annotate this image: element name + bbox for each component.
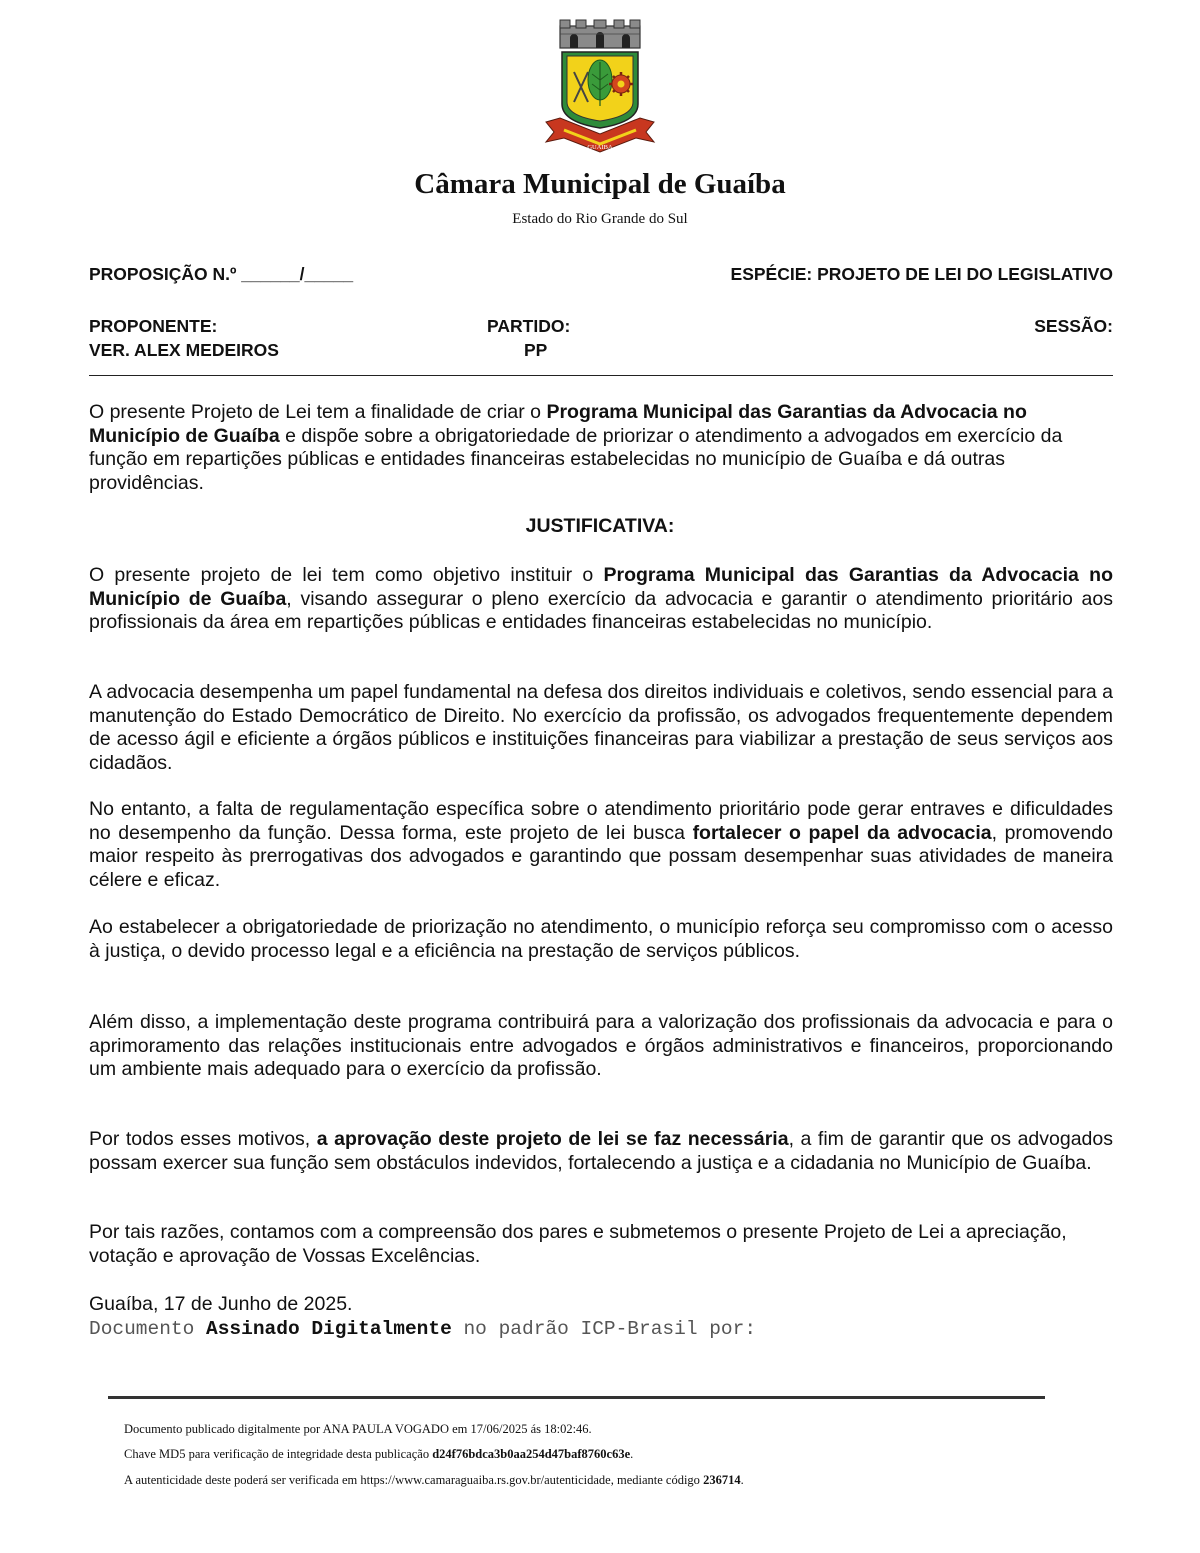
shield-icon [562,52,638,128]
crown-icon [560,20,640,48]
digital-signature-line: Documento Assinado Digitalmente no padrão ICP-Brasil por: [89,1318,757,1340]
justification-paragraph-5: Além disso, a implementação deste programa contribuirá para a valorização dos profissionais da advocacia e para o aprimoramento das relações institucionais entre advogados e órgãos administrativos e financeiros, proporcionando um ambiente mais adequado para o exercício da profissão. [89,1011,1113,1080]
justification-paragraph-2: A advocacia desempenha um papel fundamental na defesa dos direitos individuais e coletivos, sendo essencial para a manutenção do Estado Democrático de Direito. No exercício da profissão, os advogados frequentemente dependem de acesso ágil e eficiente a órgãos públicos e instituições financeiras para viabilizar a prestação de seus serviços aos cidadãos. [89,681,1113,774]
party-value: PP [524,340,548,360]
justification-paragraph-1: O presente projeto de lei tem como objetivo instituir o Programa Municipal das Garantias da Advocacia no Município de Guaíba, visando assegurar o pleno exercício da advocacia e garantir o atendimento prioritário aos profissionais da área em repartições públicas e entidades financeiras estabelecidas no município. [89,564,1113,633]
institution-title: Câmara Municipal de Guaíba [414,168,786,200]
footer-authenticity-line: A autenticidade deste poderá ser verificada em https://www.camaraguaiba.rs.gov.br/autenticidade, mediante código 236714. [124,1473,744,1487]
crest-motto: GUAIBA [587,144,613,151]
proponent-value: VER. ALEX MEDEIROS [89,340,279,360]
justification-paragraph-7: Por tais razões, contamos com a compreensão dos pares e submetemos o presente Projeto de Lei a apreciação, votação e aprovação de Vossas Excelências. [89,1221,1067,1267]
party-label: PARTIDO: [487,316,571,336]
footer-md5-line: Chave MD5 para verificação de integridade desta publicação d24f76bdca3b0aa254d47baf8760c63e. [124,1447,634,1461]
justification-paragraph-6: Por todos esses motivos, a aprovação deste projeto de lei se faz necessária, a fim de garantir que os advogados possam exercer sua função sem obstáculos indevidos, fortalecendo a justiça e a cidadania no Município de Guaíba. [89,1128,1113,1174]
species-label: ESPÉCIE: PROJETO DE LEI DO LEGISLATIVO [730,264,1113,284]
proponent-label: PROPONENTE: [89,316,218,336]
ementa-paragraph: O presente Projeto de Lei tem a finalidade de criar o Programa Municipal das Garantias da Advocacia no Município de Guaíba e dispõe sobre a obrigatoriedade de priorizar o atendimento a advogados em exercício da função em repartições públicas e entidades financeiras estabelecidas no município de Guaíba e dá outras providências. [89,401,1063,494]
justification-paragraph-4: Ao estabelecer a obrigatoriedade de priorização no atendimento, o município reforça seu compromisso com o acesso à justiça, o devido processo legal e a eficiência na prestação de serviços públicos. [89,916,1113,962]
footer-publication-line: Documento publicado digitalmente por ANA PAULA VOGADO em 17/06/2025 ás 18:02:46. [124,1422,592,1436]
state-subtitle: Estado do Rio Grande do Sul [512,211,688,227]
proposition-number: PROPOSIÇÃO N.º ______/_____ [89,264,354,284]
footer-divider [108,1396,1045,1399]
signature-date: Guaíba, 17 de Junho de 2025. [89,1293,353,1315]
session-label: SESSÃO: [1034,316,1113,336]
justification-paragraph-3: No entanto, a falta de regulamentação específica sobre o atendimento prioritário pode gerar entraves e dificuldades no desempenho da função. Dessa forma, este projeto de lei busca fortalecer o papel da advocacia, promovendo maior respeito às prerrogativas dos advogados e garantindo que possam desempenhar suas atividades de maneira célere e eficaz. [89,798,1113,891]
justification-heading: JUSTIFICATIVA: [525,515,675,537]
header-divider [89,375,1113,376]
coat-of-arms-emblem [540,18,660,158]
